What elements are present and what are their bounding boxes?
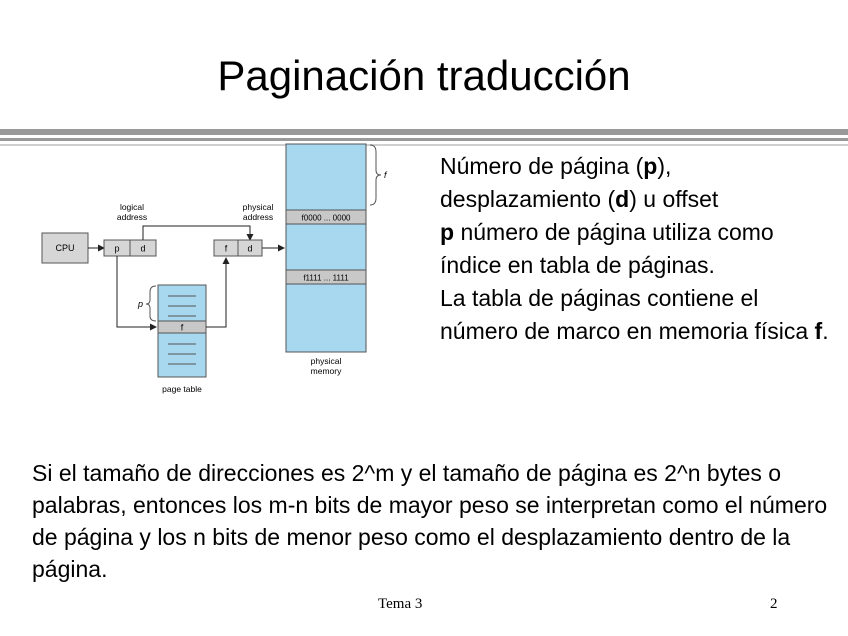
frame-brace: [370, 145, 381, 205]
explanation-text: [440, 150, 840, 348]
frame-end-label: f1111 ... 1111: [303, 273, 349, 283]
logical-address-label-2: address: [116, 212, 148, 222]
logical-p-label: p: [114, 243, 120, 254]
logical-d-label: d: [140, 243, 146, 254]
title-divider: [0, 129, 848, 135]
explanation-line-4: La tabla de páginas contiene el número de marco en memoria física f.: [440, 285, 829, 344]
cpu-label: CPU: [55, 243, 75, 253]
physical-memory-block: [286, 144, 366, 352]
slide-title: Paginación traducción: [217, 52, 631, 99]
explanation-line-2: desplazamiento (d) u offset: [440, 186, 719, 212]
paging-diagram: [40, 140, 400, 410]
physical-f-label: f: [224, 243, 228, 254]
physical-memory-label-1: physical: [310, 356, 342, 366]
physical-address-label-1: physical: [242, 202, 274, 212]
explanation-line-1: Número de página (p),: [440, 153, 672, 179]
physical-memory-label-2: memory: [310, 366, 342, 376]
logical-address-label-1: logical: [119, 202, 145, 212]
explanation-line-3: p número de página utiliza como índice en tabla de páginas.: [440, 219, 774, 278]
page-table-f-label: f: [180, 322, 184, 333]
paging-bits-explanation: Si el tamaño de direcciones es 2^m y el tamaño de página es 2^n bytes o palabras, entonces los m-n bits de mayor peso se interpretan como el número de página y los n bits de menor peso como el desplazamiento dentro de la página.: [32, 460, 828, 582]
frame-start-label: f0000 ... 0000: [301, 213, 351, 223]
physical-address-label-2: address: [242, 212, 274, 222]
page-number: 2: [770, 596, 778, 612]
physical-d-label: d: [247, 243, 253, 254]
frame-brace-label: f: [384, 170, 387, 180]
page-brace: [146, 286, 156, 321]
page-table-label: page table: [162, 384, 202, 394]
page-brace-label: p: [138, 299, 144, 309]
footer-topic: Tema 3: [378, 596, 423, 612]
